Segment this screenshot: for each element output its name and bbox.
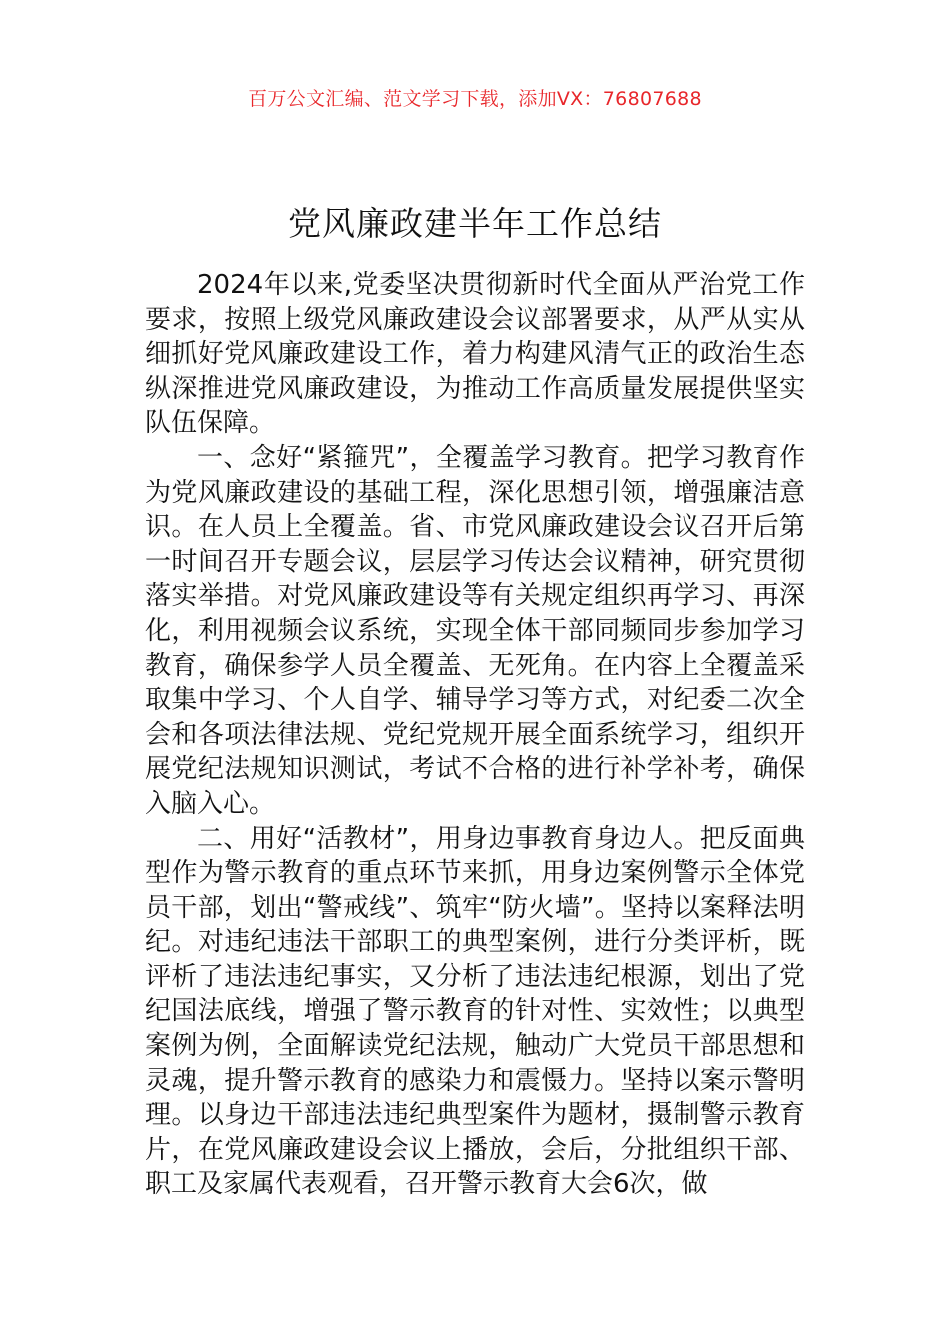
paragraph-intro: 2024年以来,党委坚决贯彻新时代全面从严治党工作要求，按照上级党风廉政建设会议部署要求，从严从实从细抓好党风廉政建设工作，着力构建风清气正的政治生态纵深推进党风廉政建设，为推动工作高质量发展提供坚实队伍保障。 <box>145 270 805 439</box>
document-body <box>145 268 805 1202</box>
promo-header-note: 百万公文汇编、范文学习下载，添加VX：76807688 <box>248 88 702 110</box>
paragraph-section-two: 二、用好“活教材”，用身边事教育身边人。把反面典型作为警示教育的重点环节来抓，用身边案例警示全体党员干部，划出“警戒线”、筑牢“防火墙”。坚持以案释法明纪。对违纪违法干部职工的典型案例，进行分类评析，既评析了违法违纪事实，又分析了违法违纪根源，划出了党纪国法底线，增强了警示教育的针对性、实效性；以典型案例为例，全面解读党纪法规，触动广大党员干部思想和灵魂，提升警示教育的感染力和震慑力。坚持以案示警明理。以身边干部违法违纪典型案件为题材，摄制警示教育片，在党风廉政建设会议上播放，会后，分批组织干部、职工及家属代表观看，召开警示教育大会6次，做 <box>145 823 805 1200</box>
document-title: 党风廉政建半年工作总结 <box>288 204 662 244</box>
paragraph-section-one: 一、念好“紧箍咒”，全覆盖学习教育。把学习教育作为党风廉政建设的基础工程，深化思想引领，增强廉洁意识。在人员上全覆盖。省、市党风廉政建设会议召开后第一时间召开专题会议，层层学习传达会议精神，研究贯彻落实举措。对党风廉政建设等有关规定组织再学习、再深化，利用视频会议系统，实现全体干部同频同步参加学习教育，确保参学人员全覆盖、无死角。在内容上全覆盖采取集中学习、个人自学、辅导学习等方式，对纪委二次全会和各项法律法规、党纪党规开展全面系统学习，组织开展党纪法规知识测试，考试不合格的进行补学补考，确保入脑入心。 <box>145 442 805 819</box>
